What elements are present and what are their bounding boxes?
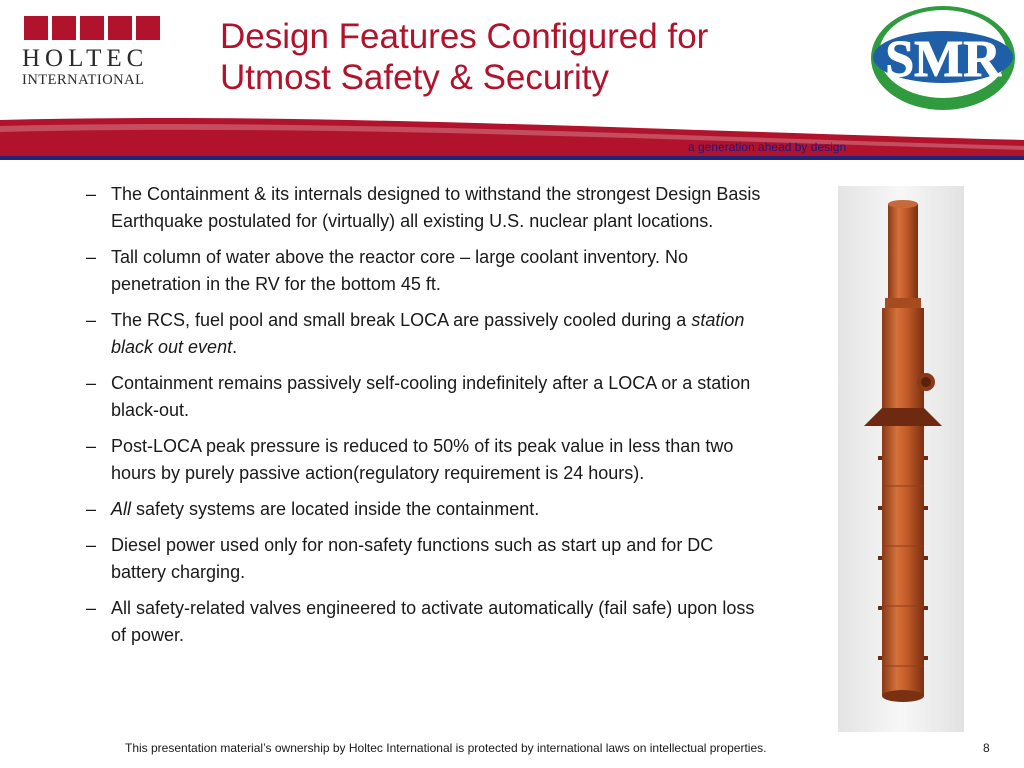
logo-squares <box>24 16 167 40</box>
reactor-column-image <box>838 186 964 732</box>
slide-title <box>220 16 820 98</box>
italic-word: All <box>111 499 132 519</box>
smr-logo <box>866 2 1020 122</box>
logo-company-word: HOLTEC <box>22 45 149 72</box>
title-line-1: Design Features Configured for <box>220 17 709 56</box>
list-item: – Containment remains passively self-cooling indefinitely after a LOCA or a station black-out. <box>86 373 751 420</box>
list-item: – Tall column of water above the reactor core – large coolant inventory. No penetration in the RV for the bottom 45 ft. <box>86 247 688 294</box>
list-item: – All safety systems are located inside the containment. <box>86 499 540 519</box>
page-number: 8 <box>983 741 990 755</box>
header-banner <box>0 112 1024 160</box>
list-item: – Post-LOCA peak pressure is reduced to 50% of its peak value in less than two hours by purely passive action(regulatory requirement is 24 hours). <box>86 436 734 483</box>
list-item: – The RCS, fuel pool and small break LOCA are passively cooled during a station black out event. <box>86 310 745 357</box>
tagline: a generation ahead by design <box>688 140 847 154</box>
footer-notice: This presentation material’s ownership by Holtec International is protected by international laws on intellectual properties. <box>125 741 767 755</box>
smr-logo-text: SMR <box>885 31 1001 88</box>
list-item: – Diesel power used only for non-safety functions such as start up and for DC battery charging. <box>86 535 714 582</box>
holtec-logo <box>22 16 167 104</box>
italic-phrase: station black out event <box>111 310 745 357</box>
bullet-list <box>86 181 776 658</box>
title-line-2: Utmost Safety & Security <box>220 58 610 97</box>
list-item: – The Containment & its internals designed to withstand the strongest Design Basis Earthquake postulated for (virtually) all existing U.S. nuclear plant locations. <box>86 184 761 231</box>
list-item: – All safety-related valves engineered to activate automatically (fail safe) upon loss of power. <box>86 598 755 645</box>
logo-company-sub: INTERNATIONAL <box>22 72 145 88</box>
